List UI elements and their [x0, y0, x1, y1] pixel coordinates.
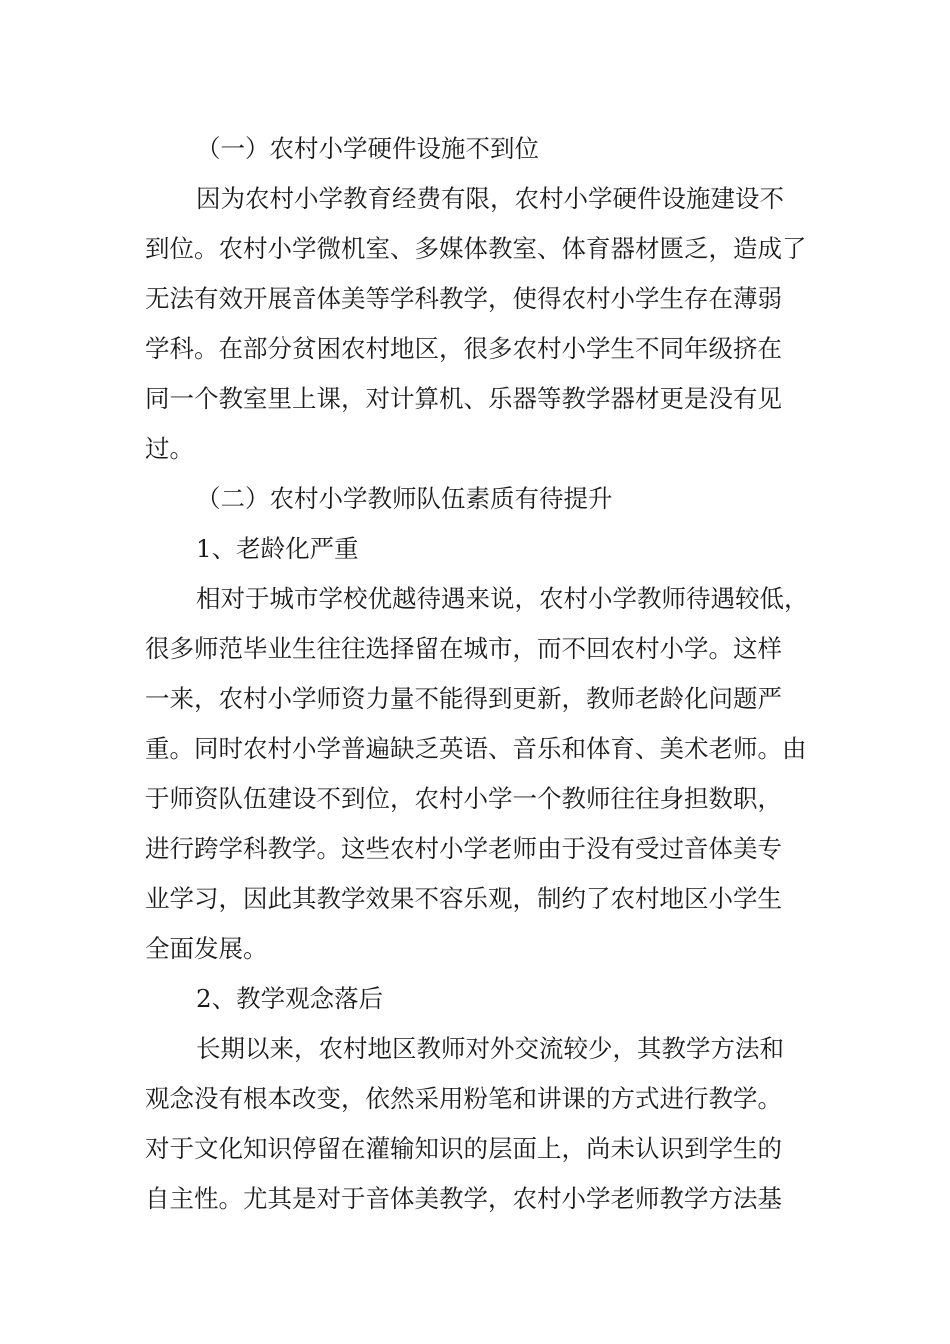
paragraph-line: 对于文化知识停留在灌输知识的层面上，尚未认识到学生的 — [145, 1134, 782, 1163]
section-heading-1: （一）农村小学硬件设施不到位 — [196, 134, 539, 163]
paragraph-line: 长期以来，农村地区教师对外交流较少，其教学方法和 — [196, 1034, 784, 1063]
paragraph-line: 自主性。尤其是对于音体美教学，农村小学老师教学方法基 — [145, 1184, 782, 1213]
paragraph-line: 全面发展。 — [145, 934, 268, 963]
paragraph-line: 无法有效开展音体美等学科教学，使得农村小学生存在薄弱 — [145, 284, 782, 313]
paragraph-line: 很多师范毕业生往往选择留在城市，而不回农村小学。这样 — [145, 634, 782, 663]
paragraph-line: 于师资队伍建设不到位，农村小学一个教师往往身担数职， — [145, 784, 782, 813]
paragraph-line: 进行跨学科教学。这些农村小学老师由于没有受过音体美专 — [145, 834, 782, 863]
paragraph-line: 业学习，因此其教学效果不容乐观，制约了农村地区小学生 — [145, 884, 782, 913]
paragraph-line: 学科。在部分贫困农村地区，很多农村小学生不同年级挤在 — [145, 334, 782, 363]
paragraph-line: 到位。农村小学微机室、多媒体教室、体育器材匮乏，造成了 — [145, 234, 807, 263]
subheading-1: 1、老龄化严重 — [196, 534, 359, 563]
paragraph-line: 同一个教室里上课，对计算机、乐器等教学器材更是没有见 — [145, 384, 782, 413]
section-heading-2: （二）农村小学教师队伍素质有待提升 — [196, 484, 613, 513]
paragraph-line: 观念没有根本改变，依然采用粉笔和讲课的方式进行教学。 — [145, 1084, 782, 1113]
paragraph-line: 一来，农村小学师资力量不能得到更新，教师老龄化问题严 — [145, 684, 782, 713]
paragraph-line: 因为农村小学教育经费有限，农村小学硬件设施建设不 — [196, 184, 784, 213]
subheading-2: 2、教学观念落后 — [196, 984, 384, 1013]
paragraph-line: 重。同时农村小学普遍缺乏英语、音乐和体育、美术老师。由 — [145, 734, 807, 763]
paragraph-line: 过。 — [145, 434, 194, 463]
paragraph-line: 相对于城市学校优越待遇来说，农村小学教师待遇较低， — [196, 584, 809, 613]
